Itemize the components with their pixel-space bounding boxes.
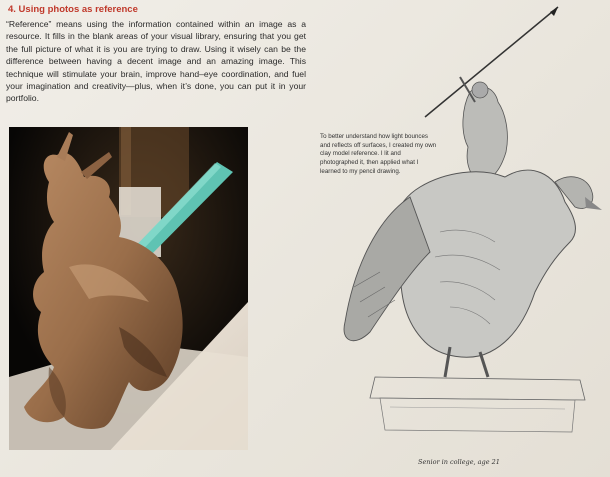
intro-paragraph: “Reference” means using the information contained within an image as a resource. It fills in the blank areas of your visual library, ensuring that you get the full picture of what it is you are trying to draw. Using it wisely can be the difference between having a decent image and an amazing image. This technique will stimulate your brain, improve hand–eye coordination, and fuel your imagination and creativity—plus, when it’s done, you can put it in your portfolio.	[6, 19, 306, 104]
drawing-signature: Senior in college, age 21	[418, 458, 500, 466]
clay-model-photo	[9, 127, 248, 450]
section-heading: 4. Using photos as reference	[8, 4, 138, 15]
photo-caption: To better understand how light bounces and reflects off surfaces, I created my own clay model reference. I lit and photographed it, then applied what I learned to my pencil drawing.	[320, 133, 437, 175]
clay-model-illustration	[9, 127, 248, 450]
bird-body-shape	[393, 170, 575, 357]
pencil-drawing-illustration	[330, 2, 610, 452]
